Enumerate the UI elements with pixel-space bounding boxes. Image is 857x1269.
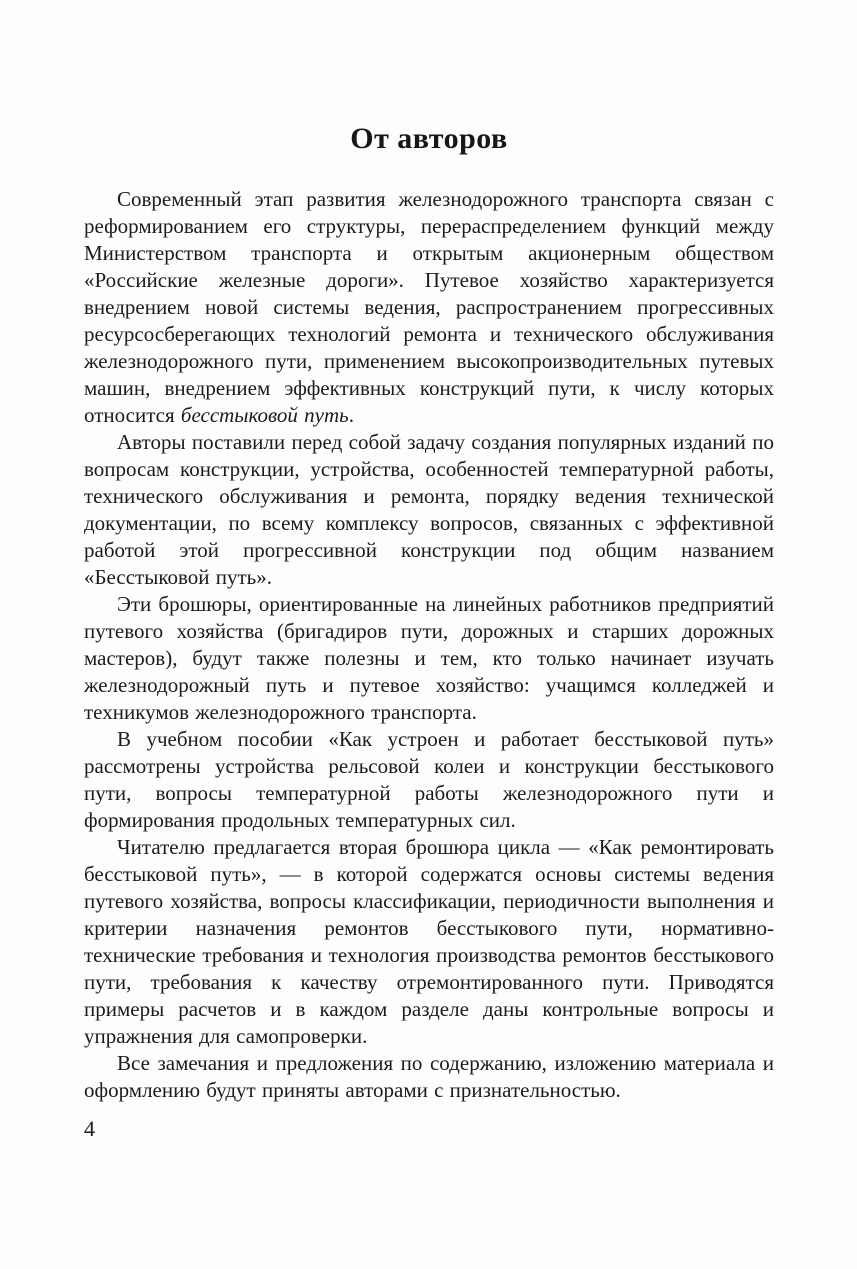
paragraph-4: В учебном пособии «Как устроен и работает бесстыковой путь» рассмотрены устройства рельсовой колеи и конструкции бесстыкового пути, вопросы температурной работы железнодорожного пути и формирования продольных температурных сил.: [84, 727, 774, 832]
italic-term-jointless-track: бесстыковой путь: [180, 403, 349, 427]
paragraph-3: Эти брошюры, ориентированные на линейных работников предприятий путевого хозяйства (бригадиров пути, дорожных и старших дорожных мастеров), будут также полезны и тем, кто только начинает изучать железнодорожный путь и путевое хозяйство: учащимся колледжей и техникумов железнодорожного транспорта.: [84, 592, 774, 724]
page-number: 4: [84, 1116, 95, 1141]
paragraph-5: Читателю предлагается вторая брошюра цикла — «Как ремонтировать бесстыковой путь», — в которой содержатся основы системы ведения путевого хозяйства, вопросы классификации, периодичности выполнения и критерии назначения ремонтов бесстыкового пути, нормативно-технические требования и технология производства ремонтов бесстыкового пути, требования к качеству отремонтированного пути. Приводятся примеры расчетов и в каждом разделе даны контрольные вопросы и упражнения для самопроверки.: [84, 835, 774, 1048]
paragraph-6: Все замечания и предложения по содержанию, изложению материала и оформлению будут приняты авторами с признательностью.: [84, 1051, 774, 1102]
paragraph-1-text-after: .: [348, 403, 354, 427]
text-block: [84, 122, 774, 1104]
paragraph-2: Авторы поставили перед собой задачу создания популярных изданий по вопросам конструкции, устройства, особенностей температурной работы, технического обслуживания и ремонта, порядку ведения технической документации, по всему комплексу вопросов, связанных с эффективной работой этой прогрессивной конструкции под общим названием «Бесстыковой путь».: [84, 430, 774, 589]
paragraph-1: [84, 186, 774, 429]
paragraph-1-text-before: Современный этап развития железнодорожного транспорта связан с реформированием его структуры, перераспределением функций между Министерством транспорта и открытым акционерным обществом «Российские железные дороги». Путевое хозяйство характеризуется внедрением новой системы ведения, распространением прогрессивных ресурсосберегающих технологий ремонта и технического обслуживания железнодорожного пути, применением высокопроизводительных путевых машин, внедрением эффективных конструкций пути, к числу которых относится: [84, 187, 774, 427]
page-title: От авторов: [350, 122, 508, 155]
